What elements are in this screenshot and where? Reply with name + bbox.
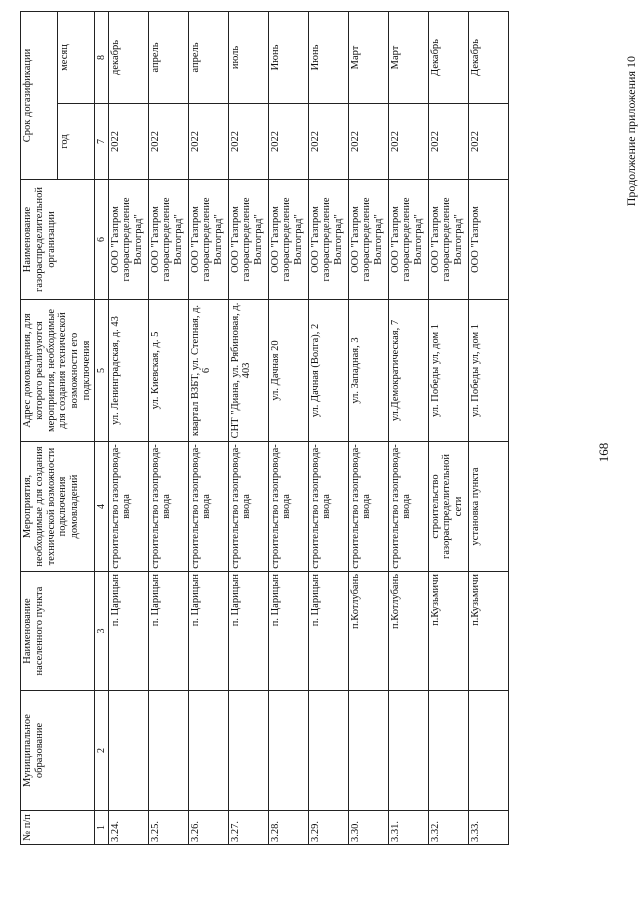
table-row xyxy=(468,11,508,844)
header-no: № п/п xyxy=(21,811,95,845)
cell-no: 3.32. xyxy=(428,811,468,845)
cell-organization: ООО "Газпром газораспределение Волгоград" xyxy=(188,180,228,300)
cell-year: 2022 xyxy=(148,104,188,180)
cell-year: 2022 xyxy=(188,104,228,180)
cell-municipality xyxy=(228,691,268,811)
cell-municipality xyxy=(148,691,188,811)
column-number: 4 xyxy=(94,442,108,572)
table-row xyxy=(428,11,468,844)
cell-year: 2022 xyxy=(388,104,428,180)
cell-month: Март xyxy=(388,11,428,103)
column-number: 1 xyxy=(94,811,108,845)
cell-month: Декабрь xyxy=(428,11,468,103)
column-numbers-row xyxy=(94,11,108,844)
cell-no: 3.24. xyxy=(108,811,148,845)
cell-organization: ООО "Газпром xyxy=(468,180,508,300)
cell-settlement: п.Кузьмичи xyxy=(428,572,468,691)
cell-year: 2022 xyxy=(308,104,348,180)
cell-address: ул. Победы ул, дом 1 xyxy=(468,300,508,442)
header-month: месяц xyxy=(57,11,94,103)
header-measures: Мероприятия, необходимые для создания технической возможности подключения домовладений xyxy=(21,442,95,572)
cell-measure: строительство газопровода-ввода xyxy=(148,442,188,572)
column-number: 8 xyxy=(94,11,108,103)
cell-organization: ООО "Газпром газораспределение Волгоград" xyxy=(228,180,268,300)
cell-organization: ООО "Газпром газораспределение Волгоград" xyxy=(388,180,428,300)
cell-settlement: п.Котлубань xyxy=(348,572,388,691)
cell-no: 3.25. xyxy=(148,811,188,845)
cell-measure: строительство газопровода-ввода xyxy=(308,442,348,572)
continuation-note: Продолжение приложения 10 xyxy=(624,56,638,207)
cell-municipality xyxy=(388,691,428,811)
gasification-table xyxy=(20,11,509,845)
cell-month: Декабрь xyxy=(468,11,508,103)
cell-settlement: п. Царицын xyxy=(308,572,348,691)
table-row xyxy=(388,11,428,844)
cell-year: 2022 xyxy=(268,104,308,180)
cell-no: 3.33. xyxy=(468,811,508,845)
cell-month: апрель xyxy=(188,11,228,103)
cell-municipality xyxy=(268,691,308,811)
page-number: 168 xyxy=(596,442,611,463)
cell-municipality xyxy=(468,691,508,811)
cell-no: 3.26. xyxy=(188,811,228,845)
table-row xyxy=(348,11,388,844)
cell-month: декабрь xyxy=(108,11,148,103)
cell-municipality xyxy=(308,691,348,811)
table-row xyxy=(188,11,228,844)
table-body xyxy=(108,11,508,844)
cell-no: 3.28. xyxy=(268,811,308,845)
cell-municipality xyxy=(348,691,388,811)
table-row xyxy=(148,11,188,844)
column-number: 3 xyxy=(94,572,108,691)
cell-measure: строительство газопровода-ввода xyxy=(348,442,388,572)
cell-no: 3.29. xyxy=(308,811,348,845)
cell-address: ул. Киевская, д. 5 xyxy=(148,300,188,442)
cell-address: ул. Дачная (Волга), 2 xyxy=(308,300,348,442)
header-settlement: Наименование населенного пункта xyxy=(21,572,95,691)
cell-measure: строительство газопровода-ввода xyxy=(188,442,228,572)
cell-address: ул.Демократическая, 7 xyxy=(388,300,428,442)
cell-month: апрель xyxy=(148,11,188,103)
cell-address: ул. Ленинградская, д. 43 xyxy=(108,300,148,442)
table-row xyxy=(228,11,268,844)
cell-organization: ООО "Газпром газораспределение Волгоград" xyxy=(308,180,348,300)
cell-measure: строительство газопровода-ввода xyxy=(388,442,428,572)
cell-settlement: п. Царицын xyxy=(228,572,268,691)
header-address: Адрес домовладения, для которого реализуются мероприятия, необходимые для создания технической возможности его подключения xyxy=(21,300,95,442)
cell-measure: строительство газораспределительной сети xyxy=(428,442,468,572)
header-municipality: Муниципальное образование xyxy=(21,691,95,811)
column-number: 7 xyxy=(94,104,108,180)
cell-address: СНТ "Диана, ул. Рябиновая, д. 403 xyxy=(228,300,268,442)
cell-year: 2022 xyxy=(348,104,388,180)
cell-settlement: п.Котлубань xyxy=(388,572,428,691)
cell-organization: ООО "Газпром газораспределение Волгоград" xyxy=(148,180,188,300)
table-row xyxy=(268,11,308,844)
cell-organization: ООО "Газпром газораспределение Волгоград" xyxy=(348,180,388,300)
cell-measure: строительство газопровода-ввода xyxy=(268,442,308,572)
cell-year: 2022 xyxy=(228,104,268,180)
cell-settlement: п. Царицын xyxy=(188,572,228,691)
cell-month: июль xyxy=(228,11,268,103)
cell-settlement: п. Царицын xyxy=(268,572,308,691)
cell-settlement: п.Кузьмичи xyxy=(468,572,508,691)
cell-organization: ООО "Газпром газораспределение Волгоград" xyxy=(428,180,468,300)
cell-measure: строительство газопровода-ввода xyxy=(108,442,148,572)
cell-municipality xyxy=(108,691,148,811)
cell-month: Июнь xyxy=(268,11,308,103)
cell-municipality xyxy=(188,691,228,811)
header-year: год xyxy=(57,104,94,180)
cell-year: 2022 xyxy=(428,104,468,180)
cell-no: 3.27. xyxy=(228,811,268,845)
cell-year: 2022 xyxy=(468,104,508,180)
cell-address: ул. Западная, 3 xyxy=(348,300,388,442)
cell-no: 3.31. xyxy=(388,811,428,845)
header-term: Срок догазификации xyxy=(21,11,58,179)
cell-address: ул. Победы ул, дом 1 xyxy=(428,300,468,442)
cell-no: 3.30. xyxy=(348,811,388,845)
table-row xyxy=(308,11,348,844)
cell-organization: ООО "Газпром газораспределение Волгоград" xyxy=(268,180,308,300)
cell-year: 2022 xyxy=(108,104,148,180)
cell-month: Март xyxy=(348,11,388,103)
cell-municipality xyxy=(428,691,468,811)
table-row xyxy=(108,11,148,844)
column-number: 6 xyxy=(94,180,108,300)
header-organization: Наименование газораспределительной организации xyxy=(21,180,95,300)
cell-measure: строительство газопровода-ввода xyxy=(228,442,268,572)
cell-measure: установка пункта xyxy=(468,442,508,572)
cell-address: ул. Дачная 20 xyxy=(268,300,308,442)
cell-organization: ООО "Газпром газораспределение Волгоград" xyxy=(108,180,148,300)
cell-settlement: п. Царицын xyxy=(108,572,148,691)
column-number: 2 xyxy=(94,691,108,811)
column-number: 5 xyxy=(94,300,108,442)
cell-month: Июнь xyxy=(308,11,348,103)
cell-settlement: п. Царицын xyxy=(148,572,188,691)
cell-address: квартал ВЗБТ, ул. Степная, д. 6 xyxy=(188,300,228,442)
